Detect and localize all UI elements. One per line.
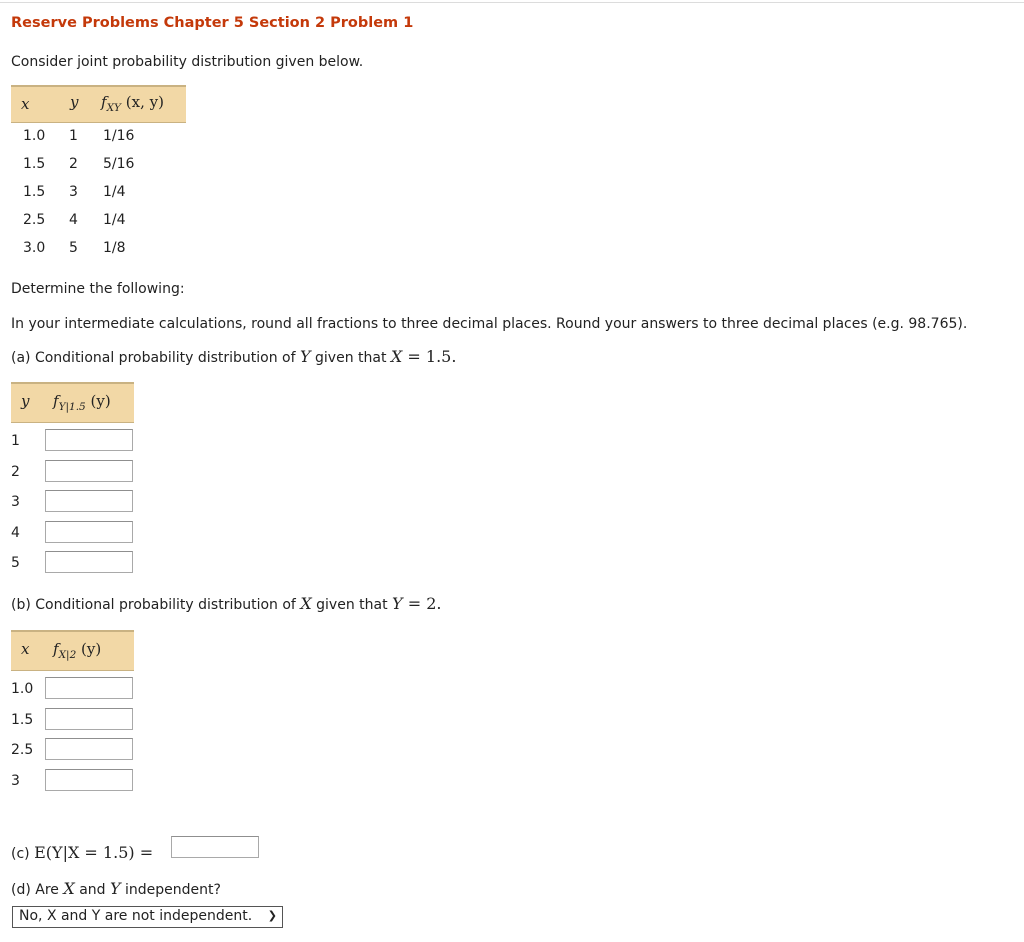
joint-cell-x: 1.5 — [23, 156, 46, 172]
top-divider — [0, 2, 1024, 3]
part-b-answer-input[interactable] — [45, 677, 133, 699]
part-b-prompt: (b) Conditional probability distribution of X given that Y = 2. — [11, 594, 442, 613]
part-a-row-label: 3 — [11, 494, 20, 510]
part-b-header-x: x — [21, 640, 30, 658]
part-b-row-label: 1.5 — [11, 711, 34, 728]
part-b-row-label: 2.5 — [11, 742, 34, 758]
instructions-text: In your intermediate calculations, round all fractions to three decimal places. Round your answers to three decimal places (e.g. 98.765). — [11, 316, 968, 332]
header-x: x — [21, 95, 30, 113]
determine-text: Determine the following: — [11, 281, 185, 297]
part-a-answer-input[interactable] — [45, 551, 133, 573]
part-b-answer-input[interactable] — [45, 769, 133, 791]
joint-cell-y: 5 — [69, 240, 78, 256]
part-b-row-label: 3 — [11, 772, 20, 789]
joint-cell-y: 1 — [69, 128, 78, 144]
header-fxy: $f_{XY}$ (x, y) — [101, 93, 164, 114]
part-a-answer-input[interactable] — [45, 521, 133, 543]
joint-cell-x: 1.5 — [23, 184, 46, 200]
part-a-answer-input[interactable] — [45, 490, 133, 512]
part-c-prompt: (c) E(Y|X = 1.5) = — [11, 843, 154, 862]
joint-cell-y: 2 — [69, 156, 78, 172]
part-b-row-label: 1.0 — [11, 681, 34, 697]
chevron-down-icon: ❯ — [267, 909, 277, 922]
joint-cell-f: 1/8 — [103, 240, 126, 256]
part-a-row-label: 5 — [11, 555, 20, 571]
joint-cell-y: 4 — [69, 212, 78, 228]
intro-text: Consider joint probability distribution given below. — [11, 54, 364, 70]
part-b-answer-input[interactable] — [45, 708, 133, 730]
joint-cell-x: 2.5 — [23, 212, 46, 228]
part-a-prompt: (a) Conditional probability distribution of Y given that X = 1.5. — [11, 347, 457, 366]
joint-cell-x: 1.0 — [23, 128, 46, 144]
joint-cell-f: 1/4 — [103, 212, 126, 228]
joint-cell-y: 3 — [69, 184, 78, 200]
page-title: Reserve Problems Chapter 5 Section 2 Problem 1 — [11, 15, 414, 31]
part-a-header-f: $f_{Y|1.5}$ (y) — [53, 392, 111, 413]
joint-cell-x: 3.0 — [23, 240, 46, 256]
part-c-answer-input[interactable] — [171, 836, 259, 858]
part-d-prompt: (d) Are X and Y independent? — [11, 879, 221, 898]
part-a-table-header — [11, 382, 134, 423]
part-b-header-f: $f_{X|2}$ (y) — [53, 640, 102, 661]
part-b-answer-input[interactable] — [45, 738, 133, 760]
part-a-answer-input[interactable] — [45, 429, 133, 451]
part-a-answer-input[interactable] — [45, 460, 133, 482]
independence-select[interactable] — [12, 906, 283, 928]
part-a-row-label: 4 — [11, 524, 20, 541]
part-a-row-label: 2 — [11, 463, 20, 480]
part-b-table-header — [11, 630, 134, 671]
joint-cell-f: 1/4 — [103, 184, 126, 200]
independence-selected-value: No, X and Y are not independent. — [19, 908, 253, 924]
joint-table-header — [11, 85, 186, 123]
part-a-row-label: 1 — [11, 433, 20, 449]
joint-cell-f: 5/16 — [103, 156, 135, 172]
joint-cell-f: 1/16 — [103, 128, 135, 144]
part-a-header-y: y — [21, 392, 30, 410]
header-y: y — [70, 93, 79, 111]
